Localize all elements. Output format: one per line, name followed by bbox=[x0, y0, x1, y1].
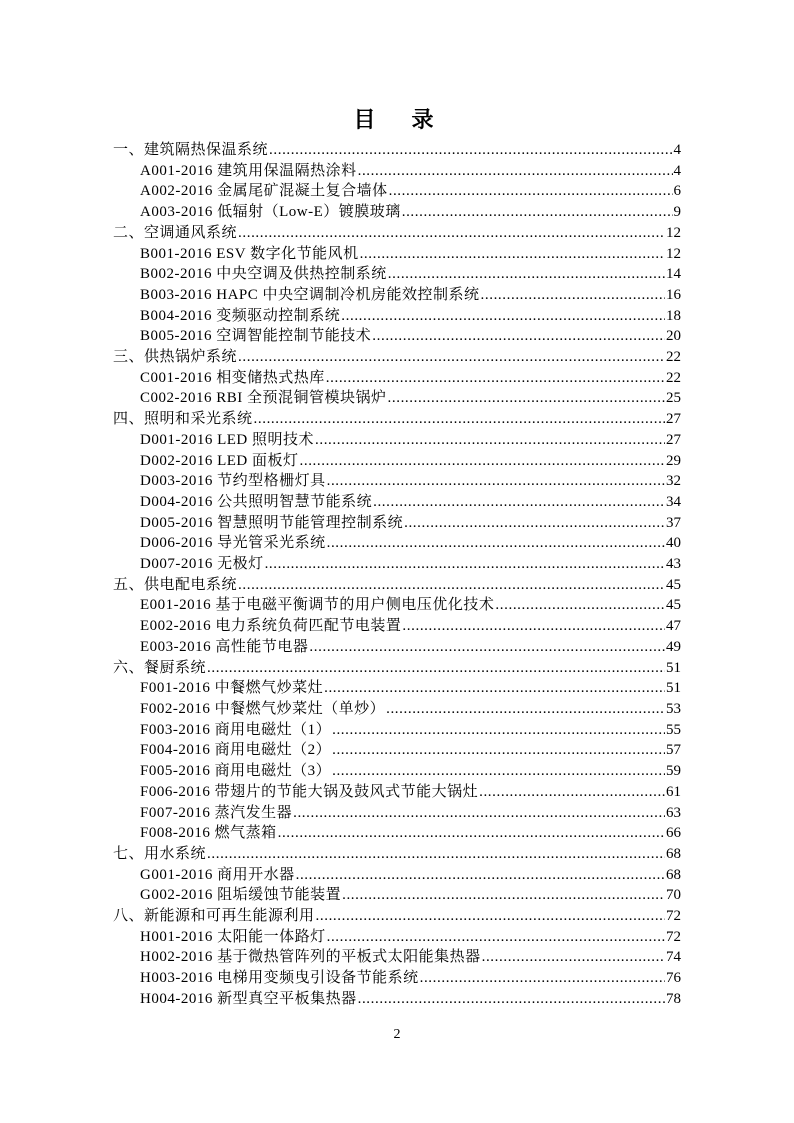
toc-entry bbox=[113, 181, 681, 202]
toc-leader-dots bbox=[238, 347, 665, 368]
toc-entry-label: H001-2016 太阳能一体路灯 bbox=[140, 928, 326, 945]
toc-leader-dots bbox=[326, 368, 665, 389]
toc-entry-label: 八、新能源和可再生能源利用 bbox=[113, 908, 315, 925]
toc-entry-label: F002-2016 中餐燃气炒菜灶（单炒） bbox=[140, 700, 386, 717]
toc-entry bbox=[113, 761, 681, 782]
toc-entry-page: 22 bbox=[666, 349, 681, 366]
toc-entry-page: 68 bbox=[666, 845, 681, 862]
toc-entry-label: A001-2016 建筑用保温隔热涂料 bbox=[140, 162, 357, 179]
toc-entry-label: B001-2016 ESV 数字化节能风机 bbox=[140, 245, 359, 262]
toc-leader-dots bbox=[342, 885, 665, 906]
toc-entry bbox=[113, 844, 681, 865]
toc-entry-page: 57 bbox=[666, 742, 681, 759]
toc-leader-dots bbox=[265, 554, 665, 575]
toc-entry-label: D001-2016 LED 照明技术 bbox=[140, 431, 314, 448]
toc-entry-page: 34 bbox=[666, 493, 681, 510]
toc-entry-label: G002-2016 阻垢缓蚀节能装置 bbox=[140, 887, 342, 904]
toc-entry-label: D006-2016 导光管采光系统 bbox=[140, 535, 326, 552]
toc-entry bbox=[113, 575, 681, 596]
toc-entry-page: 63 bbox=[666, 804, 681, 821]
toc-entry-label: F007-2016 蒸汽发生器 bbox=[140, 804, 293, 821]
toc-entry bbox=[113, 616, 681, 637]
toc-leader-dots bbox=[278, 823, 665, 844]
toc-entry-page: 68 bbox=[666, 866, 681, 883]
toc-entry bbox=[113, 533, 681, 554]
toc-entry bbox=[113, 927, 681, 948]
toc-entry bbox=[113, 451, 681, 472]
toc-entry-page: 27 bbox=[666, 431, 681, 448]
toc-leader-dots bbox=[238, 223, 665, 244]
toc-leader-dots bbox=[481, 285, 665, 306]
toc-entry-page: 4 bbox=[673, 162, 681, 179]
toc-entry bbox=[113, 678, 681, 699]
toc-entry bbox=[113, 699, 681, 720]
toc-entry bbox=[113, 658, 681, 679]
toc-leader-dots bbox=[341, 306, 665, 327]
toc-leader-dots bbox=[309, 637, 665, 658]
toc-entry bbox=[113, 285, 681, 306]
toc-entry-page: 59 bbox=[666, 763, 681, 780]
toc-leader-dots bbox=[332, 761, 665, 782]
toc-entry bbox=[113, 947, 681, 968]
toc-list bbox=[113, 140, 681, 1010]
toc-leader-dots bbox=[373, 492, 665, 513]
toc-entry bbox=[113, 264, 681, 285]
toc-entry-label: 四、照明和采光系统 bbox=[113, 411, 253, 428]
toc-leader-dots bbox=[332, 720, 665, 741]
toc-entry-label: E001-2016 基于电磁平衡调节的用户侧电压优化技术 bbox=[140, 597, 495, 614]
toc-entry-page: 43 bbox=[666, 556, 681, 573]
toc-entry-page: 22 bbox=[666, 369, 681, 386]
toc-entry-page: 12 bbox=[666, 224, 681, 241]
toc-leader-dots bbox=[402, 616, 665, 637]
toc-leader-dots bbox=[300, 451, 666, 472]
toc-entry-label: 六、餐厨系统 bbox=[113, 659, 207, 676]
toc-entry-page: 27 bbox=[666, 411, 681, 428]
toc-leader-dots bbox=[388, 388, 665, 409]
toc-entry-page: 78 bbox=[666, 990, 681, 1007]
toc-leader-dots bbox=[482, 947, 665, 968]
toc-entry-label: G001-2016 商用开水器 bbox=[140, 866, 295, 883]
toc-leader-dots bbox=[358, 989, 665, 1010]
toc-leader-dots bbox=[327, 533, 665, 554]
page-title: 目 录 bbox=[353, 107, 441, 132]
toc-entry-page: 12 bbox=[666, 245, 681, 262]
toc-entry bbox=[113, 803, 681, 824]
toc-entry bbox=[113, 720, 681, 741]
toc-entry-page: 29 bbox=[666, 452, 681, 469]
toc-entry-label: H002-2016 基于微热管阵列的平板式太阳能集热器 bbox=[140, 949, 481, 966]
toc-entry-label: C001-2016 相变储热式热库 bbox=[140, 369, 325, 386]
toc-entry-label: D004-2016 公共照明智慧节能系统 bbox=[140, 493, 373, 510]
toc-entry-page: 20 bbox=[666, 328, 681, 345]
toc-leader-dots bbox=[360, 244, 665, 265]
toc-entry-page: 4 bbox=[673, 142, 681, 158]
toc-entry bbox=[113, 471, 681, 492]
toc-entry-page: 45 bbox=[666, 597, 681, 614]
toc-leader-dots bbox=[389, 181, 673, 202]
toc-entry-label: D005-2016 智慧照明节能管理控制系统 bbox=[140, 514, 404, 531]
toc-entry-page: 70 bbox=[666, 887, 681, 904]
toc-entry bbox=[113, 388, 681, 409]
toc-entry-page: 14 bbox=[666, 266, 681, 283]
toc-leader-dots bbox=[479, 782, 665, 803]
toc-entry-label: F003-2016 商用电磁灶（1） bbox=[140, 721, 332, 738]
toc-entry-label: B005-2016 空调智能控制节能技术 bbox=[140, 328, 372, 345]
toc-leader-dots bbox=[238, 575, 665, 596]
toc-entry bbox=[113, 409, 681, 430]
toc-entry-page: 53 bbox=[666, 700, 681, 717]
toc-leader-dots bbox=[495, 595, 665, 616]
toc-entry-label: 五、供电配电系统 bbox=[113, 576, 238, 593]
toc-leader-dots bbox=[327, 471, 665, 492]
toc-entry bbox=[113, 347, 681, 368]
toc-entry-page: 37 bbox=[666, 514, 681, 531]
toc-entry-page: 49 bbox=[666, 638, 681, 655]
toc-entry bbox=[113, 885, 681, 906]
toc-entry-page: 6 bbox=[673, 183, 681, 200]
toc-entry-page: 18 bbox=[666, 307, 681, 324]
toc-entry-page: 74 bbox=[666, 949, 681, 966]
toc-entry-label: H004-2016 新型真空平板集热器 bbox=[140, 990, 357, 1007]
toc-entry-label: 二、空调通风系统 bbox=[113, 224, 238, 241]
toc-entry-label: F006-2016 带翅片的节能大锅及鼓风式节能大锅灶 bbox=[140, 783, 479, 800]
toc-entry-label: 一、建筑隔热保温系统 bbox=[113, 142, 269, 158]
toc-leader-dots bbox=[207, 658, 665, 679]
toc-entry bbox=[113, 782, 681, 803]
toc-entry bbox=[113, 492, 681, 513]
toc-entry-label: B003-2016 HAPC 中央空调制冷机房能效控制系统 bbox=[140, 286, 480, 303]
toc-leader-dots bbox=[293, 803, 665, 824]
toc-leader-dots bbox=[316, 906, 665, 927]
toc-entry-label: D003-2016 节约型格栅灯具 bbox=[140, 473, 326, 490]
toc-entry-label: H003-2016 电梯用变频曳引设备节能系统 bbox=[140, 970, 419, 987]
toc-entry bbox=[113, 244, 681, 265]
toc-entry-label: A003-2016 低辐射（Low-E）镀膜玻璃 bbox=[140, 204, 401, 221]
toc-entry-label: F008-2016 燃气蒸箱 bbox=[140, 825, 277, 842]
toc-entry bbox=[113, 368, 681, 389]
toc-entry-page: 51 bbox=[666, 659, 681, 676]
toc-leader-dots bbox=[327, 927, 665, 948]
toc-entry-label: B002-2016 中央空调及供热控制系统 bbox=[140, 266, 387, 283]
toc-entry bbox=[113, 637, 681, 658]
toc-entry bbox=[113, 989, 681, 1010]
toc-leader-dots bbox=[420, 968, 665, 989]
toc-entry-label: B004-2016 变频驱动控制系统 bbox=[140, 307, 341, 324]
toc-leader-dots bbox=[207, 844, 665, 865]
toc-entry-label: F005-2016 商用电磁灶（3） bbox=[140, 763, 332, 780]
toc-leader-dots bbox=[296, 865, 665, 886]
toc-entry-label: D007-2016 无极灯 bbox=[140, 556, 264, 573]
toc-leader-dots bbox=[315, 430, 665, 451]
toc-entry bbox=[113, 865, 681, 886]
toc-leader-dots bbox=[358, 161, 673, 182]
toc-entry bbox=[113, 823, 681, 844]
toc-entry bbox=[113, 906, 681, 927]
toc-leader-dots bbox=[332, 740, 665, 761]
toc-entry-page: 66 bbox=[666, 825, 681, 842]
toc-entry bbox=[113, 968, 681, 989]
toc-entry-page: 47 bbox=[666, 618, 681, 635]
toc-leader-dots bbox=[372, 326, 665, 347]
toc-entry-page: 51 bbox=[666, 680, 681, 697]
toc-entry-page: 61 bbox=[666, 783, 681, 800]
toc-entry-page: 32 bbox=[666, 473, 681, 490]
toc-leader-dots bbox=[402, 202, 673, 223]
toc-entry-label: 三、供热锅炉系统 bbox=[113, 349, 238, 366]
toc-entry bbox=[113, 430, 681, 451]
toc-entry-label: D002-2016 LED 面板灯 bbox=[140, 452, 299, 469]
toc-entry bbox=[113, 223, 681, 244]
toc-entry bbox=[113, 595, 681, 616]
toc-entry-page: 72 bbox=[666, 928, 681, 945]
toc-entry-page: 55 bbox=[666, 721, 681, 738]
toc-entry-label: F004-2016 商用电磁灶（2） bbox=[140, 742, 332, 759]
toc-leader-dots bbox=[269, 140, 672, 161]
toc-entry bbox=[113, 326, 681, 347]
toc-entry-label: E002-2016 电力系统负荷匹配节电装置 bbox=[140, 618, 402, 635]
toc-entry-page: 40 bbox=[666, 535, 681, 552]
toc-entry bbox=[113, 554, 681, 575]
toc-entry-label: 七、用水系统 bbox=[113, 845, 207, 862]
toc-entry-label: E003-2016 高性能节电器 bbox=[140, 638, 309, 655]
toc-entry-page: 25 bbox=[666, 390, 681, 407]
toc-entry-label: A002-2016 金属尾矿混凝土复合墙体 bbox=[140, 183, 388, 200]
toc-entry bbox=[113, 202, 681, 223]
toc-leader-dots bbox=[386, 699, 665, 720]
toc-entry bbox=[113, 513, 681, 534]
toc-entry-page: 72 bbox=[666, 908, 681, 925]
toc-entry-label: F001-2016 中餐燃气炒菜灶 bbox=[140, 680, 324, 697]
toc-leader-dots bbox=[388, 264, 665, 285]
toc-entry bbox=[113, 740, 681, 761]
toc-entry bbox=[113, 161, 681, 182]
toc-leader-dots bbox=[324, 678, 665, 699]
toc-entry bbox=[113, 140, 681, 161]
toc-entry-page: 45 bbox=[666, 576, 681, 593]
toc-entry-label: C002-2016 RBI 全预混铜管模块锅炉 bbox=[140, 390, 387, 407]
toc-leader-dots bbox=[254, 409, 665, 430]
toc-entry bbox=[113, 306, 681, 327]
toc-entry-page: 9 bbox=[673, 204, 681, 221]
toc-entry-page: 16 bbox=[666, 286, 681, 303]
toc-entry-page: 76 bbox=[666, 970, 681, 987]
toc-leader-dots bbox=[404, 513, 665, 534]
page-number: 2 bbox=[393, 1027, 401, 1042]
